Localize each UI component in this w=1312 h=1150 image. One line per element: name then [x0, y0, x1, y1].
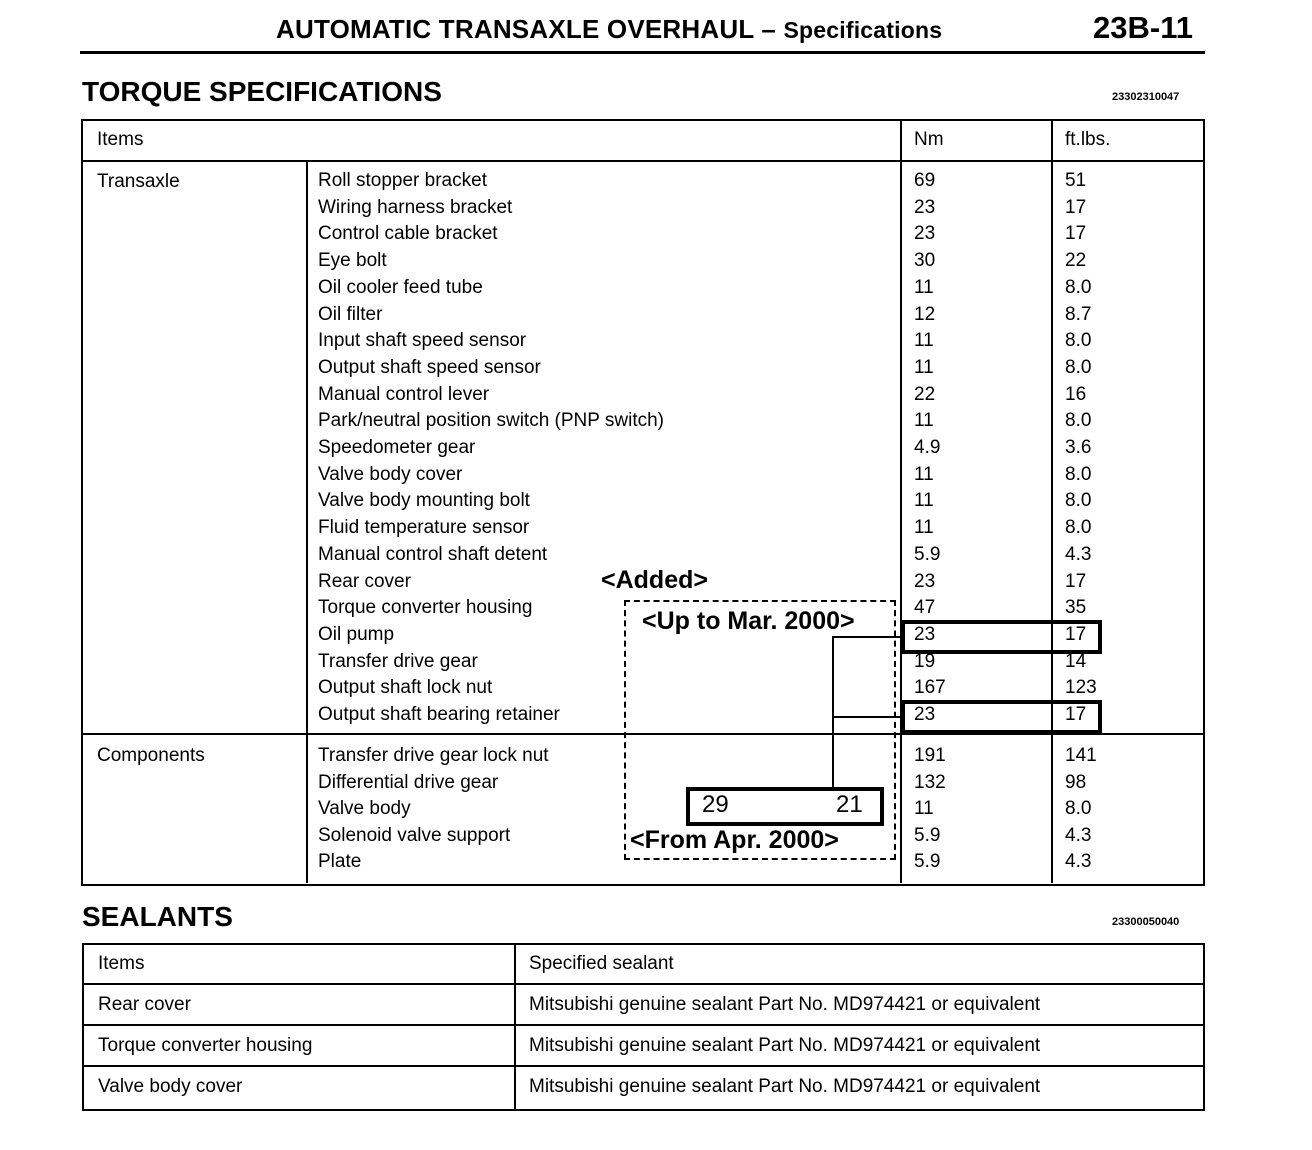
torque-row-ftlbs: 8.0 [1065, 330, 1092, 352]
torque-row-item: Solenoid valve support [318, 824, 511, 846]
torque-row-ftlbs: 3.6 [1065, 437, 1092, 458]
torque-row-ftlbs: 14 [1065, 650, 1087, 672]
torque-row-nm: 5.9 [914, 851, 941, 872]
torque-row-item: Torque converter housing [318, 597, 533, 619]
torque-section-title: TORQUE SPECIFICATIONS [82, 76, 442, 107]
torque-row-nm: 167 [914, 677, 946, 699]
torque-row-ftlbs: 4.3 [1065, 851, 1092, 872]
sealants-row-divider-1 [82, 983, 1203, 985]
torque-row-nm: 23 [914, 196, 936, 218]
torque-row-item: Manual control shaft detent [318, 543, 548, 565]
sealants-header-sealant: Specified sealant [529, 953, 674, 974]
header-rule [80, 51, 1205, 54]
torque-row-ftlbs: 17 [1065, 196, 1087, 218]
torque-col-divider-3 [1051, 119, 1053, 883]
new-value-nm: 29 [702, 791, 729, 818]
torque-row-ftlbs: 8.0 [1065, 410, 1092, 432]
torque-row-ftlbs: 17 [1065, 623, 1087, 645]
torque-row-nm: 23 [914, 570, 936, 592]
header-subtitle: Specifications [783, 17, 943, 43]
torque-header-ftlbs: ft.lbs. [1065, 129, 1111, 150]
torque-row-item: Oil filter [318, 303, 383, 325]
torque-row-item: Wiring harness bracket [318, 196, 513, 218]
torque-row-item: Rear cover [318, 570, 411, 592]
torque-row-nm: 132 [914, 771, 946, 793]
torque-row-item: Output shaft bearing retainer [318, 704, 560, 725]
torque-row-nm: 69 [914, 170, 936, 191]
torque-row-ftlbs: 123 [1065, 677, 1097, 699]
torque-row-nm: 23 [914, 623, 936, 645]
torque-row-ftlbs: 8.0 [1065, 517, 1092, 539]
torque-row-nm: 4.9 [914, 437, 941, 458]
torque-row-nm: 11 [914, 410, 934, 432]
torque-row-ftlbs: 4.3 [1065, 824, 1092, 846]
sealant-row-value: Mitsubishi genuine sealant Part No. MD974421 or equivalent [529, 1035, 1041, 1056]
torque-row-nm: 30 [914, 250, 936, 272]
torque-row-item: Control cable bracket [318, 223, 498, 245]
torque-row-nm: 11 [914, 517, 934, 539]
page-header-title [276, 14, 942, 45]
torque-row-ftlbs: 8.7 [1065, 303, 1092, 325]
sealants-row-divider-3 [82, 1065, 1203, 1067]
torque-row-nm: 11 [914, 330, 934, 352]
torque-row-item: Output shaft lock nut [318, 677, 493, 699]
torque-row-ftlbs: 17 [1065, 223, 1087, 245]
torque-row-nm: 11 [914, 276, 934, 298]
torque-header-items: Items [97, 129, 144, 150]
sealant-row-value: Mitsubishi genuine sealant Part No. MD974421 or equivalent [529, 994, 1041, 1015]
page-number: 23B-11 [1093, 10, 1193, 45]
torque-header-divider [81, 160, 1203, 162]
torque-row-ftlbs: 8.0 [1065, 798, 1092, 819]
torque-row-item: Manual control lever [318, 383, 490, 405]
connector-top [832, 636, 903, 638]
sealants-section-title: SEALANTS [82, 901, 233, 932]
sealant-row-item: Valve body cover [98, 1076, 243, 1097]
header-title-main: AUTOMATIC TRANSAXLE OVERHAUL – [276, 14, 777, 44]
torque-row-item: Transfer drive gear lock nut [318, 745, 549, 766]
torque-row-item: Valve body cover [318, 463, 463, 485]
torque-row-ftlbs: 17 [1065, 704, 1087, 725]
torque-row-nm: 47 [914, 597, 936, 619]
torque-ref-code: 23302310047 [1112, 91, 1180, 103]
torque-row-nm: 22 [914, 383, 936, 405]
connector-vertical [832, 636, 834, 790]
torque-row-nm: 12 [914, 303, 936, 325]
torque-row-ftlbs: 8.0 [1065, 356, 1092, 378]
torque-row-ftlbs: 98 [1065, 771, 1087, 793]
torque-row-nm: 23 [914, 223, 936, 245]
annotation-added: <Added> [601, 566, 708, 594]
torque-row-nm: 5.9 [914, 543, 941, 565]
torque-row-item: Speedometer gear [318, 437, 476, 458]
torque-row-ftlbs: 4.3 [1065, 543, 1092, 565]
torque-row-nm: 5.9 [914, 824, 941, 846]
torque-row-ftlbs: 51 [1065, 170, 1087, 191]
torque-row-item: Transfer drive gear [318, 650, 478, 672]
torque-row-item: Oil pump [318, 623, 395, 645]
annotation-up-to: <Up to Mar. 2000> [642, 607, 855, 635]
torque-row-ftlbs: 35 [1065, 597, 1087, 619]
sealants-col-divider [514, 943, 516, 1109]
sealants-header-items: Items [98, 953, 145, 974]
torque-col-divider-1 [306, 161, 308, 883]
torque-row-item: Oil cooler feed tube [318, 276, 483, 298]
torque-row-item: Differential drive gear [318, 771, 499, 793]
torque-row-ftlbs: 16 [1065, 383, 1087, 405]
highlight-bearing-retainer [901, 700, 1102, 734]
torque-row-item: Eye bolt [318, 250, 387, 272]
sealants-row-divider-2 [82, 1024, 1203, 1026]
torque-row-ftlbs: 141 [1065, 745, 1097, 766]
group-label-transaxle: Transaxle [97, 171, 180, 192]
highlight-oil-pump [901, 620, 1102, 654]
torque-row-ftlbs: 17 [1065, 570, 1087, 592]
torque-row-item: Roll stopper bracket [318, 170, 487, 191]
torque-row-nm: 19 [914, 650, 936, 672]
torque-row-nm: 23 [914, 704, 936, 725]
torque-row-nm: 11 [914, 463, 934, 485]
new-value-ftlbs: 21 [836, 791, 863, 818]
torque-row-item: Output shaft speed sensor [318, 356, 541, 378]
connector-bottom [834, 716, 903, 718]
torque-row-nm: 11 [914, 490, 934, 512]
torque-row-ftlbs: 8.0 [1065, 490, 1092, 512]
torque-col-divider-2 [900, 119, 902, 883]
torque-row-item: Park/neutral position switch (PNP switch) [318, 410, 664, 432]
torque-row-ftlbs: 8.0 [1065, 276, 1092, 298]
torque-row-item: Input shaft speed sensor [318, 330, 527, 352]
torque-row-item: Fluid temperature sensor [318, 517, 530, 539]
sealant-row-item: Torque converter housing [98, 1035, 313, 1056]
annotation-from: <From Apr. 2000> [630, 826, 839, 854]
torque-row-nm: 11 [914, 356, 934, 378]
group-label-components: Components [97, 745, 205, 766]
torque-row-ftlbs: 8.0 [1065, 463, 1092, 485]
torque-row-nm: 191 [914, 745, 946, 766]
torque-row-ftlbs: 22 [1065, 250, 1087, 272]
torque-row-item: Valve body mounting bolt [318, 490, 530, 512]
torque-row-item: Valve body [318, 798, 411, 819]
torque-row-item: Plate [318, 851, 362, 872]
torque-row-nm: 11 [914, 798, 934, 819]
sealants-ref-code: 23300050040 [1112, 916, 1180, 928]
sealant-row-item: Rear cover [98, 994, 191, 1015]
sealant-row-value: Mitsubishi genuine sealant Part No. MD974421 or equivalent [529, 1076, 1041, 1097]
torque-header-nm: Nm [914, 129, 944, 150]
